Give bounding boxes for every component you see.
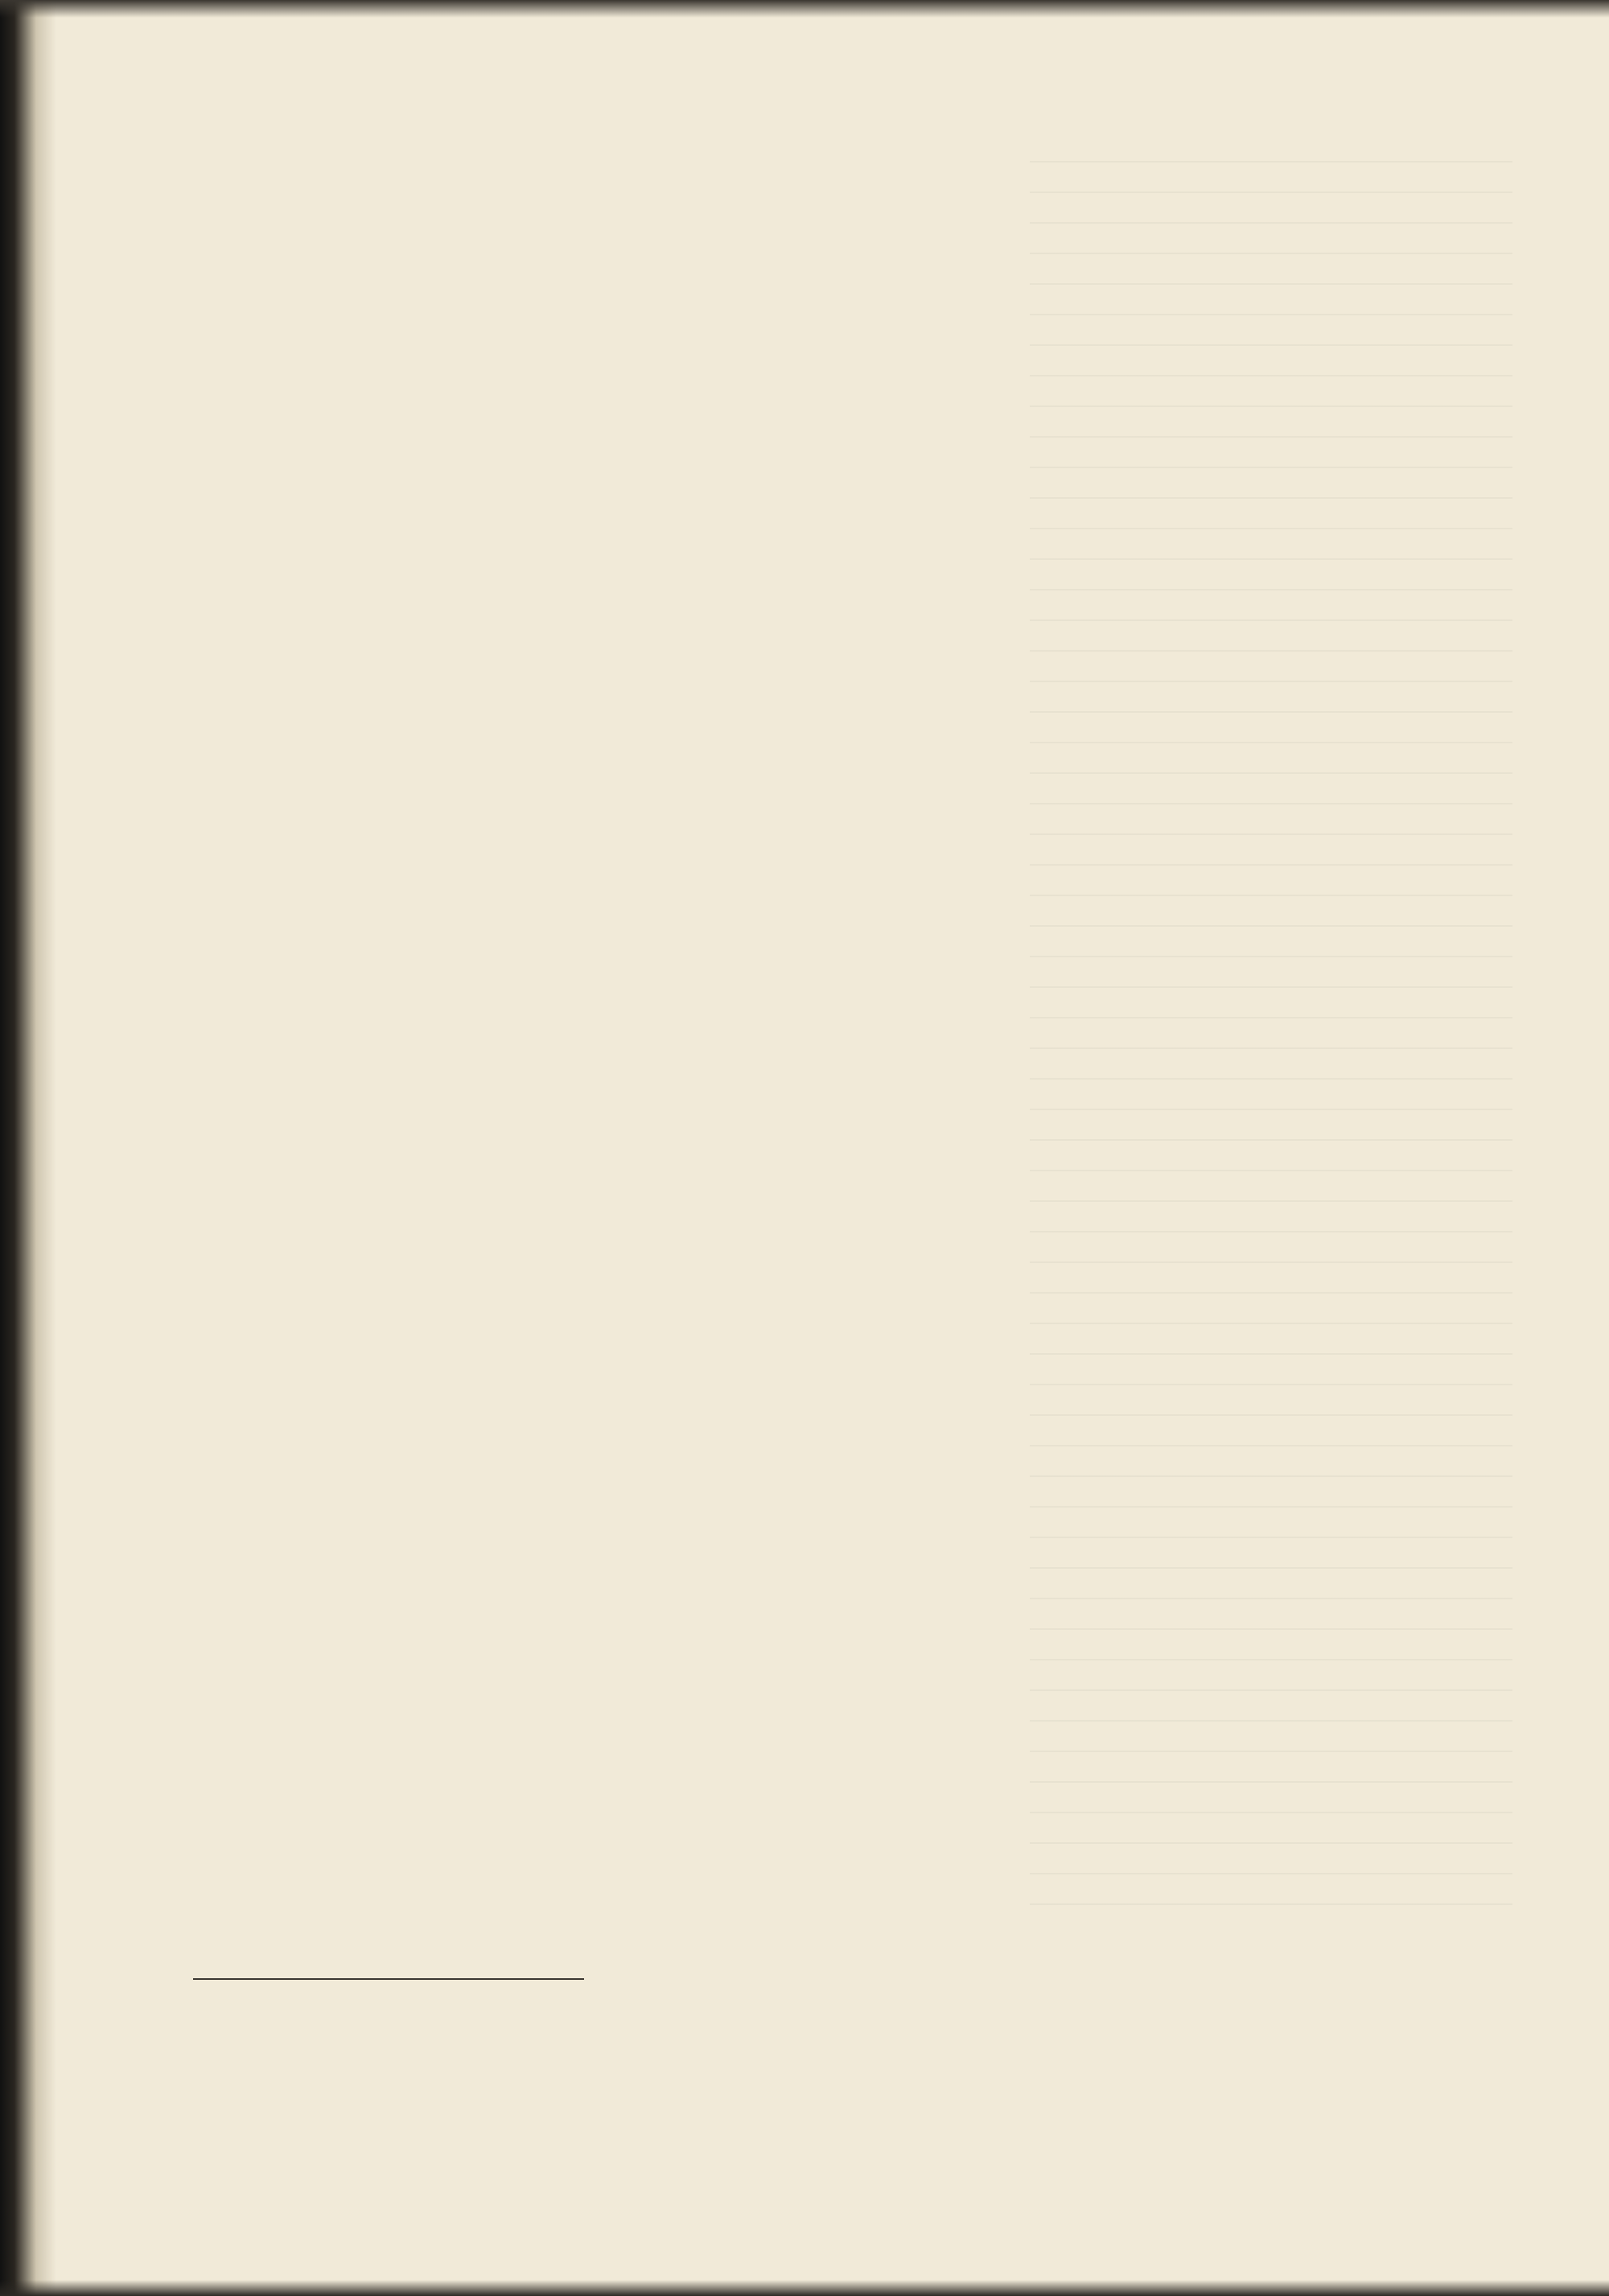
page-gutter-shadow bbox=[0, 0, 56, 2296]
footnote-rule bbox=[193, 1978, 584, 1980]
page-top-shadow bbox=[0, 0, 1609, 18]
main-text bbox=[193, 175, 1342, 354]
addressee bbox=[193, 212, 1342, 243]
page-bottom-shadow bbox=[0, 2280, 1609, 2296]
show-through-texture bbox=[1030, 161, 1512, 1931]
letter-header bbox=[193, 270, 1342, 331]
